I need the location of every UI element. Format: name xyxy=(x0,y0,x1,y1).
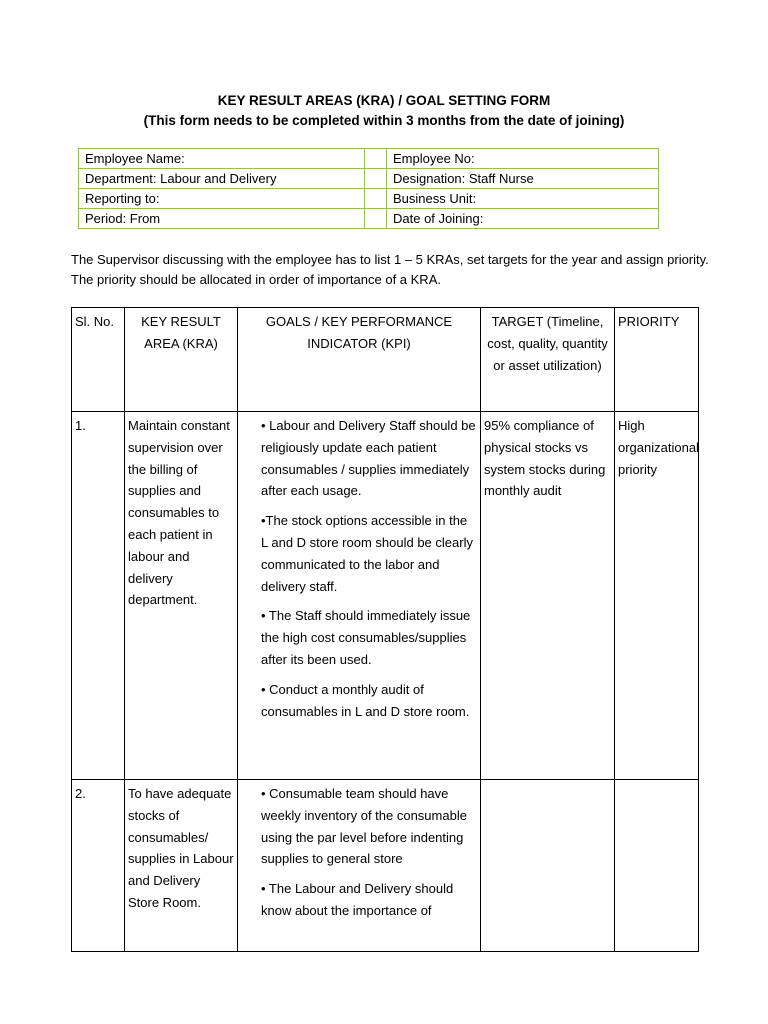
row-kra: To have adequate stocks of consumables/ supplies in Labour and Delivery Store Room. xyxy=(125,780,238,952)
table-row xyxy=(72,780,699,952)
row-goals xyxy=(238,780,481,952)
goal-item: • The Labour and Delivery should know about the importance of xyxy=(261,881,454,918)
row-sl-no: 2. xyxy=(72,780,125,952)
period-field: Period: From xyxy=(79,209,365,229)
employee-no-field: Employee No: xyxy=(387,149,659,169)
employee-name-field: Employee Name: xyxy=(79,149,365,169)
reporting-to-field: Reporting to: xyxy=(79,189,365,209)
row-kra: Maintain constant supervision over the billing of supplies and consumables to each patient in labour and delivery department. xyxy=(125,412,238,780)
row-target: 95% compliance of physical stocks vs system stocks during monthly audit xyxy=(481,412,615,780)
goal-item: • Consumable team should have weekly inventory of the consumable using the par level before indenting supplies to general store xyxy=(261,786,467,867)
business-unit-field: Business Unit: xyxy=(387,189,659,209)
row-goals xyxy=(238,412,481,780)
row-target xyxy=(481,780,615,952)
goal-item: • Conduct a monthly audit of consumables in L and D store room. xyxy=(261,681,470,719)
row-priority xyxy=(615,780,699,952)
header-target: TARGET (Timeline, cost, quality, quantity or asset utilization) xyxy=(481,308,615,412)
kra-table xyxy=(71,307,699,952)
form-title: KEY RESULT AREAS (KRA) / GOAL SETTING FORM xyxy=(217,93,551,108)
instructions-paragraph: The Supervisor discussing with the employee has to list 1 – 5 KRAs, set targets for the year and assign priority. The priority should be allocated in order of importance of a KRA. xyxy=(71,252,709,287)
kra-header-row xyxy=(72,308,699,412)
info-spacer xyxy=(365,149,387,169)
designation-field: Designation: Staff Nurse xyxy=(387,169,659,189)
department-field: Department: Labour and Delivery xyxy=(79,169,365,189)
info-row xyxy=(79,169,659,189)
header-priority: PRIORITY xyxy=(615,308,699,412)
info-row xyxy=(79,209,659,229)
header-sl-no: Sl. No. xyxy=(72,308,125,412)
goal-item: • Labour and Delivery Staff should be religiously update each patient consumables / supplies immediately after each usage. xyxy=(261,418,476,499)
info-row xyxy=(79,189,659,209)
table-row xyxy=(72,412,699,780)
info-spacer xyxy=(365,189,387,209)
info-spacer xyxy=(365,209,387,229)
header-goals: GOALS / KEY PERFORMANCE INDICATOR (KPI) xyxy=(238,308,481,412)
header-kra: KEY RESULT AREA (KRA) xyxy=(125,308,238,412)
employee-info-table xyxy=(78,148,659,229)
info-spacer xyxy=(365,169,387,189)
goal-item: • The Staff should immediately issue the high cost consumables/supplies after its been used. xyxy=(261,608,471,667)
row-sl-no: 1. xyxy=(72,412,125,780)
form-subtitle: (This form needs to be completed within 3 months from the date of joining) xyxy=(143,113,625,128)
date-of-joining-field: Date of Joining: xyxy=(387,209,659,229)
row-priority: High organizational priority xyxy=(615,412,699,780)
goal-item: •The stock options accessible in the L and D store room should be clearly communicated to the labor and delivery staff. xyxy=(261,513,473,594)
info-row xyxy=(79,149,659,169)
